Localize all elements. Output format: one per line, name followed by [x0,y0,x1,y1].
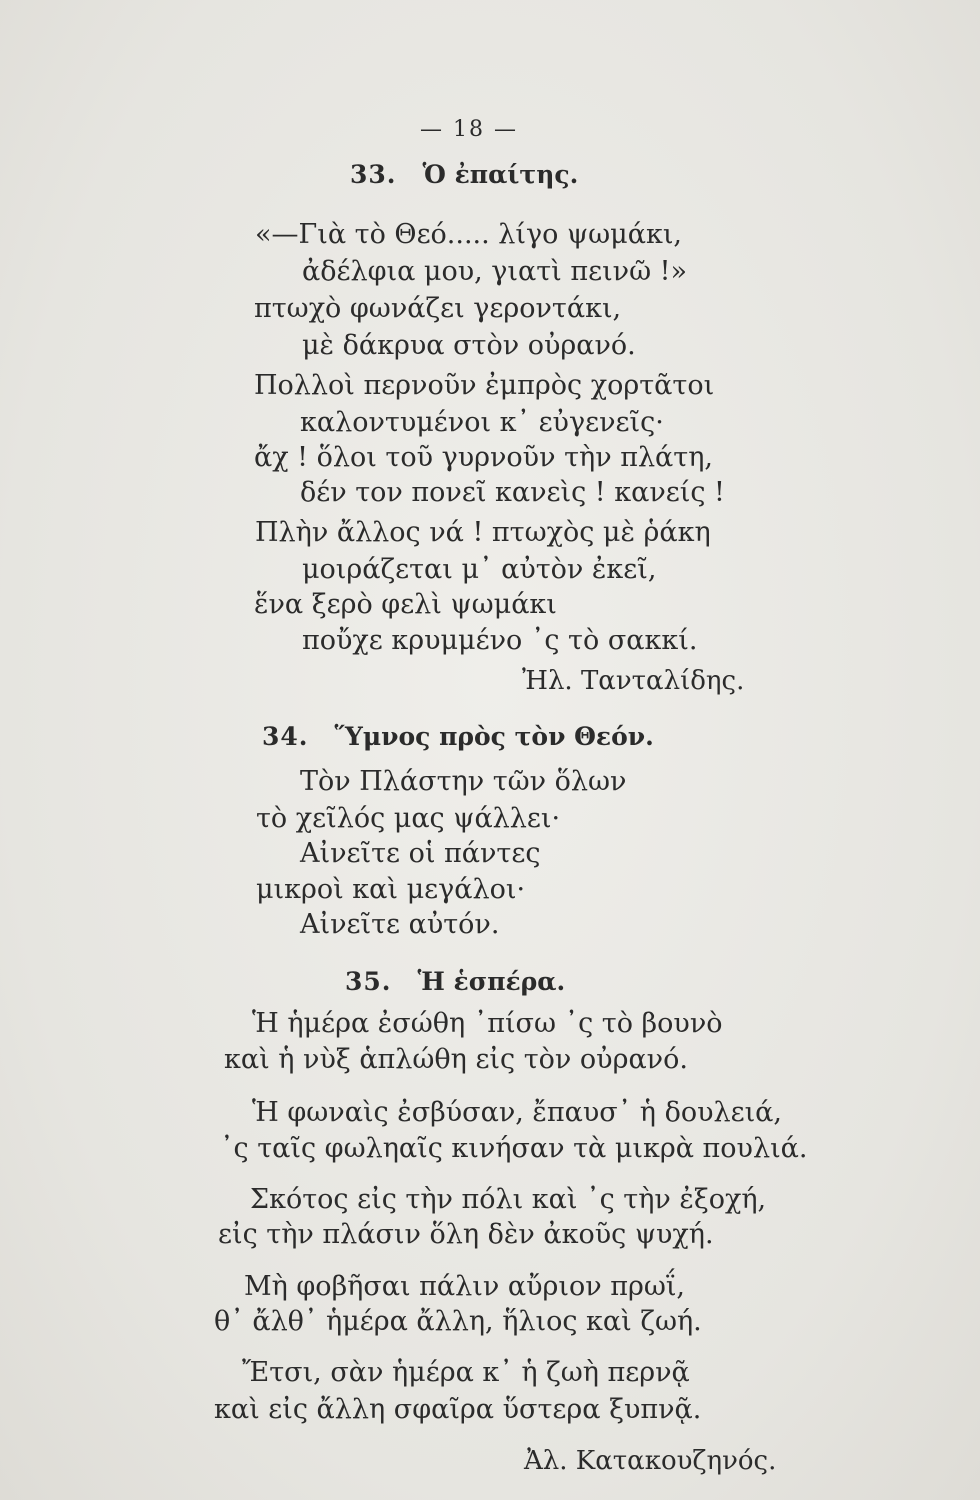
poem-34-number: 34. [262,722,309,751]
page-number: — 18 — [420,117,518,142]
poem-33-line-6: καλοντυμένοι κ᾿ εὐγενεῖς· [300,407,664,438]
poem-35-number: 35. [345,967,392,996]
poem-34-line-1: Τὸν Πλάστην τῶν ὅλων [300,766,627,797]
poem-33-title: Ὁ ἐπαίτης. [422,160,579,189]
poem-35-line-10: καὶ εἰς ἄλλη σφαῖρα ὕστερα ξυπνᾷ. [214,1394,702,1425]
poem-34-line-2: τὸ χεῖλός μας ψάλλει· [256,803,561,834]
poem-33-line-11: ἕνα ξερὸ φελὶ ψωμάκι [254,589,557,620]
poem-33-heading [350,158,578,192]
poem-33-line-1: «—Γιὰ τὸ Θεό..... λίγο ψωμάκι, [255,219,682,250]
poem-35-line-2: καὶ ἡ νὺξ ἁπλώθη εἰς τὸν οὐρανό. [224,1044,688,1075]
poem-35-line-3: Ἡ φωναὶς ἐσβύσαν, ἔπαυσ᾿ ἡ δουλειά, [252,1097,782,1128]
poem-34-line-4: μικροὶ καὶ μεγάλοι· [256,874,526,905]
poem-33-line-5: Πολλοὶ περνοῦν ἐμπρὸς χορτᾶτοι [254,370,715,401]
poem-34-line-3: Αἰνεῖτε οἱ πάντες [300,838,541,869]
poem-33-line-8: δέν τον πονεῖ κανεὶς ! κανείς ! [300,477,725,508]
poem-33-line-4: μὲ δάκρυα στὸν οὐρανό. [302,330,636,361]
poem-35-line-6: εἰς τὴν πλάσιν ὅλη δὲν ἀκοῦς ψυχή. [218,1219,714,1250]
poem-33-line-3: πτωχὸ φωνάζει γεροντάκι, [254,293,622,324]
poem-34-line-5: Αἰνεῖτε αὐτόν. [300,909,500,940]
poem-35-line-9: Ἔτσι, σὰν ἡμέρα κ᾿ ἡ ζωὴ περνᾷ [242,1357,690,1388]
poem-35-line-5: Σκότος εἰς τὴν πόλι καὶ ᾿ς τὴν ἐξοχή, [250,1184,767,1215]
poem-35-author: Ἀλ. Κατακουζηνός. [524,1446,777,1476]
poem-33-line-7: ἄχ ! ὅλοι τοῦ γυρνοῦν τὴν πλάτη, [254,442,713,473]
poem-35-line-4: ᾿ς ταῖς φωληαῖς κινήσαν τὰ μικρὰ πουλιά. [220,1133,808,1164]
poem-33-line-12: ποὔχε κρυμμένο ᾿ς τὸ σακκί. [302,625,698,656]
poem-33-line-10: μοιράζεται μ᾿ αὐτὸν ἐκεῖ, [302,554,657,585]
poem-33-line-2: ἀδέλφια μου, γιατὶ πεινῶ !» [302,256,688,287]
poem-35-line-7: Μὴ φοβῆσαι πάλιν αὔριον πρωΐ, [244,1271,686,1302]
poem-35-line-1: Ἡ ἡμέρα ἐσώθη ᾿πίσω ᾿ς τὸ βουνὸ [252,1008,723,1039]
poem-33-number: 33. [350,160,397,189]
poem-33-line-9: Πλὴν ἄλλος νά ! πτωχὸς μὲ ῥάκη [255,517,711,548]
poem-34-title: Ὕμνος πρὸς τὸν Θεόν. [334,722,654,751]
poem-33-author: Ἠλ. Τανταλίδης. [522,666,745,696]
poem-35-title: Ἡ ἑσπέρα. [417,967,566,996]
poem-35-line-8: θ᾿ ἄλθ᾿ ἡμέρα ἄλλη, ἥλιος καὶ ζωή. [214,1306,702,1337]
poem-35-heading [345,965,565,999]
poem-34-heading [262,720,654,754]
